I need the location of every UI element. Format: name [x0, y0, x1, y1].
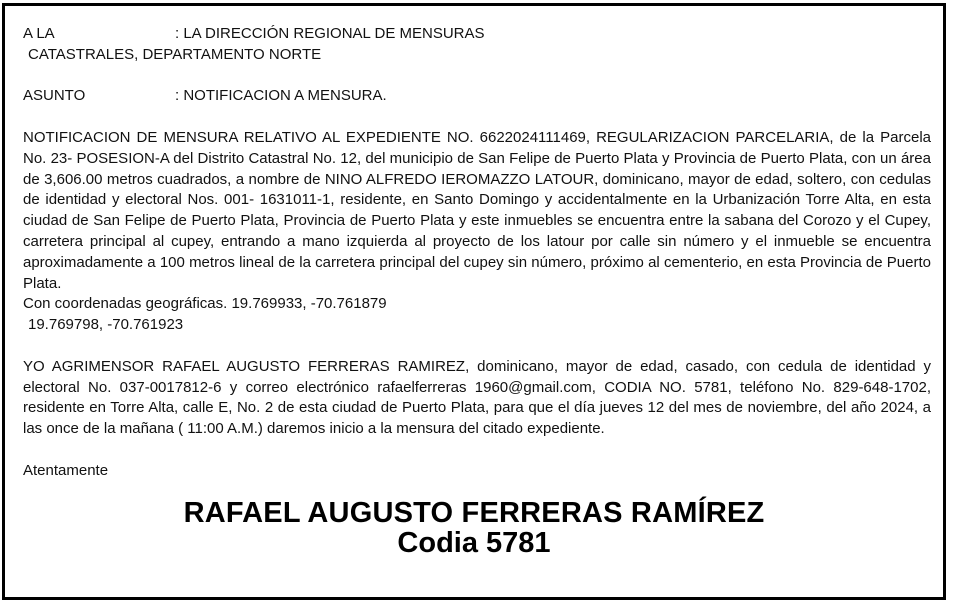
signature-name: RAFAEL AUGUSTO FERRERAS RAMÍREZ [183, 497, 765, 529]
recipient-row [23, 24, 931, 45]
subject-row [23, 86, 931, 107]
signature-codia: Codia 5781 [397, 527, 551, 559]
spacer [23, 107, 931, 128]
spacer [23, 66, 931, 87]
coordinates-line-2: 19.769798, -70.761923 [28, 316, 184, 334]
notification-paragraph: NOTIFICACION DE MENSURA RELATIVO AL EXPEDIENTE NO. 6622024111469, REGULARIZACION PARCELARIA, de la Parcela No. 23- POSESION-A del Distrito Catastral No. 12, del municipio de San Felipe de Puerto Plata y Provincia de Puerto Plata, con un área de 3,606.00 metros cuadrados, a nombre de NINO ALFREDO IEROMAZZO LATOUR, dominicano, mayor de edad, soltero, con cedulas de identidad y electoral Nos. 001- 1631011-1, residente, en Santo Domingo y accidentalmente en la Urbanización Torre Alta, en esta ciudad de San Felipe de Puerto Plata, Provincia de Puerto Plata y este inmuebles se encuentra entre la sabana del Corozo y el Cupey, carretera principal al cupey, entrando a mano izquierda al proyecto de los latour por calle sin número y el inmueble se encuentra aproximadamente a 100 metros lineal de la carretera principal del cupey sin número, próximo al cementerio, en esta Provincia de Puerto Plata. [23, 128, 931, 292]
recipient-label: A LA [23, 25, 55, 42]
closing-text: Atentamente [23, 461, 109, 479]
coordinates-line-1: Con coordenadas geográficas. 19.769933, -70.761879 [23, 295, 387, 313]
notice-border [2, 3, 946, 600]
notice-content [23, 24, 931, 482]
subject-label: ASUNTO [23, 87, 86, 105]
surveyor-paragraph: YO AGRIMENSOR RAFAEL AUGUSTO FERRERAS RAMIREZ, dominicano, mayor de edad, casado, con cedula de identidad y electoral No. 037-0017812-6 y correo electrónico rafaelferreras 1960@gmail.com, CODIA NO. 5781, teléfono No. 829-648-1702, residente en Torre Alta, calle E, No. 2 de esta ciudad de Puerto Plata, para que el día jueves 12 del mes de noviembre, del año 2024, a las once de la mañana ( 11:00 A.M.) daremos inicio a la mensura del citado expediente. [23, 357, 931, 438]
recipient-value: : LA DIRECCIÓN REGIONAL DE MENSURAS [175, 25, 485, 42]
spacer [23, 440, 931, 461]
subject-value: : NOTIFICACION A MENSURA. [175, 87, 387, 105]
signature-block [5, 498, 943, 558]
recipient-value-continued: CATASTRALES, DEPARTAMENTO NORTE [28, 45, 322, 63]
spacer [23, 336, 931, 357]
